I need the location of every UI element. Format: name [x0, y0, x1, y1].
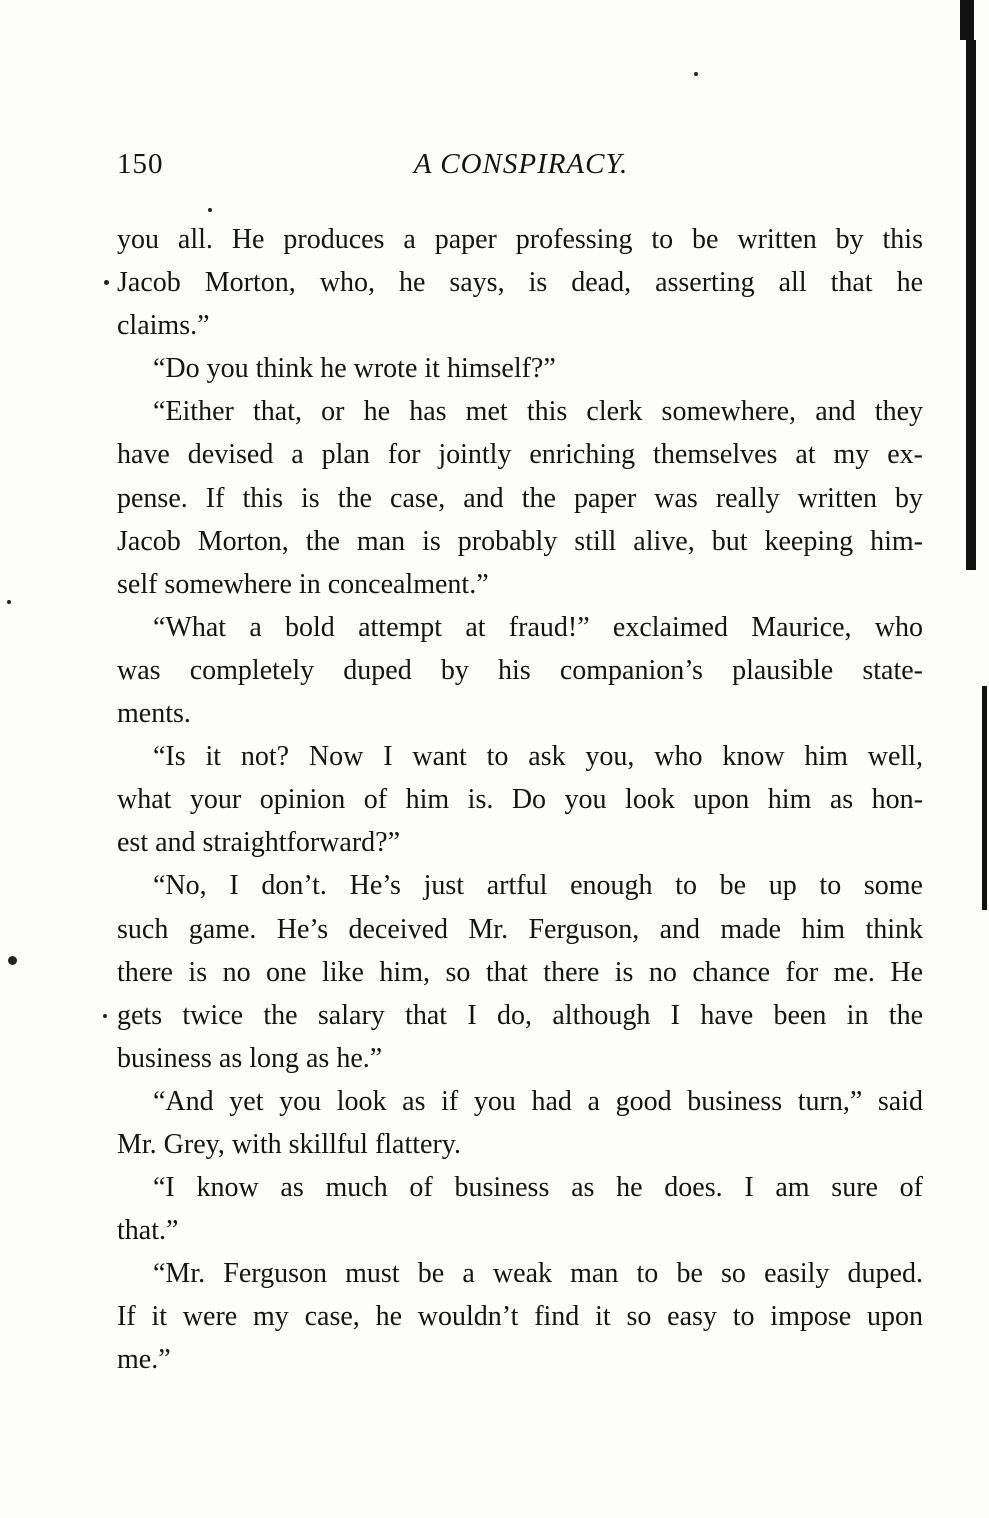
page-text	[117, 218, 923, 1382]
text-line: “What a bold attempt at fraud!” exclaimed Maurice, who	[153, 611, 923, 643]
scan-speck	[8, 956, 17, 965]
text-line: have devised a plan for jointly enriching themselves at my ex-	[117, 439, 923, 471]
text-line: such game. He’s deceived Mr. Ferguson, and made him think	[117, 913, 923, 945]
text-line: claims.”	[117, 310, 210, 342]
text-line: self somewhere in concealment.”	[117, 568, 489, 600]
scan-edge-upper	[966, 40, 976, 570]
text-line: Jacob Morton, the man is probably still alive, but keeping him-	[117, 525, 923, 557]
page-header	[117, 148, 925, 188]
text-line: was completely duped by his companion’s plausible state-	[117, 654, 923, 686]
scan-speck	[208, 208, 212, 212]
scan-edge-top	[960, 0, 974, 40]
text-line: “No, I don’t. He’s just artful enough to be up to some	[153, 870, 923, 902]
text-line: est and straightforward?”	[117, 827, 400, 859]
text-line: “Is it not? Now I want to ask you, who know him well,	[153, 741, 923, 773]
text-line: “Either that, or he has met this clerk somewhere, and they	[153, 396, 923, 428]
text-line: gets twice the salary that I do, although I have been in the	[117, 999, 923, 1031]
text-line: business as long as he.”	[117, 1042, 383, 1074]
text-line: pense. If this is the case, and the paper was really written by	[117, 482, 923, 514]
text-line: “And yet you look as if you had a good business turn,” said	[153, 1085, 923, 1117]
text-line: ments.	[117, 698, 191, 730]
scan-speck	[104, 280, 109, 285]
text-line: “I know as much of business as he does. I am sure of	[153, 1172, 923, 1204]
scan-speck	[694, 72, 698, 76]
text-line: “Do you think he wrote it himself?”	[153, 353, 556, 385]
text-line: that.”	[117, 1215, 179, 1247]
text-line: you all. He produces a paper professing to be written by this	[117, 224, 923, 255]
text-line: Jacob Morton, who, he says, is dead, asserting all that he	[117, 267, 923, 299]
running-title: A CONSPIRACY.	[413, 148, 629, 180]
scan-speck	[7, 600, 11, 604]
text-line: “Mr. Ferguson must be a weak man to be so easily duped.	[153, 1258, 923, 1290]
text-line: me.”	[117, 1344, 171, 1376]
scan-edge-lower	[982, 686, 987, 910]
text-line: there is no one like him, so that there is no chance for me. He	[117, 956, 923, 988]
text-line: If it were my case, he wouldn’t find it so easy to impose upon	[117, 1301, 923, 1333]
page-number: 150	[117, 148, 164, 180]
scan-speck	[103, 1014, 107, 1018]
text-line: what your opinion of him is. Do you look upon him as hon-	[117, 784, 923, 816]
text-line: Mr. Grey, with skillful flattery.	[117, 1128, 461, 1160]
